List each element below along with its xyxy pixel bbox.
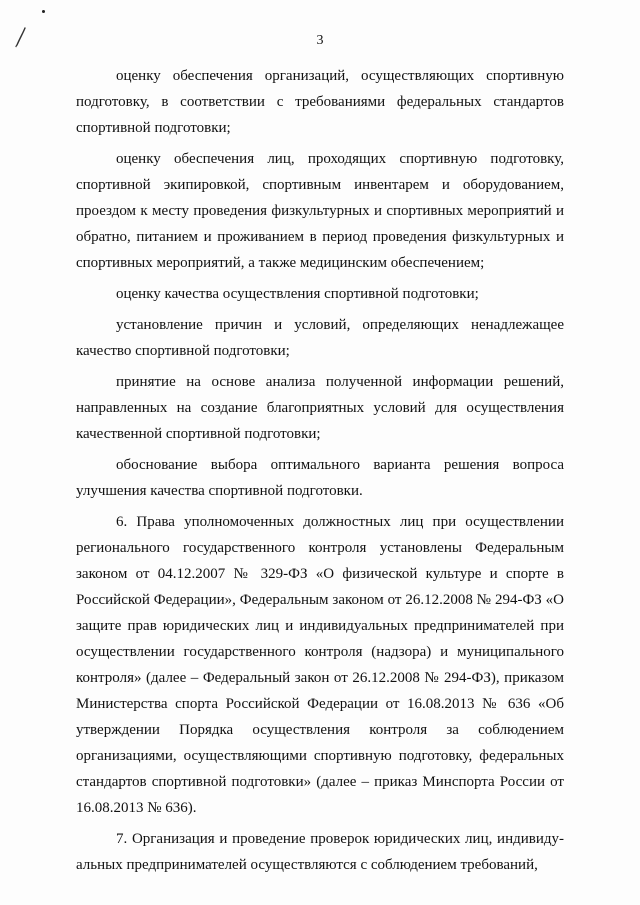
paragraph-4: установление причин и условий, определяющих ненадлежащее качество спортивной подготовки; <box>76 317 564 359</box>
paragraph-3: оценку качества осуществления спортивной подготовки; <box>116 286 479 302</box>
paragraph-2: оценку обеспечения лиц, проходящих спортивную подготовку, спортивной экипировкой, спортивным инвентарем и оборудованием, проездом к месту проведения физкультурных и спортивных мероприятий и обратно, питанием и проживанием в период проведения физкультурных и спортивных мероприятий, а также медицинским обеспечением; <box>76 151 564 271</box>
paragraph-8: 7. Организация и проведение проверок юридических лиц, индивиду-альных предпринимателей осуществляются с соблюдением требований, <box>76 831 564 873</box>
paragraph-7: 6. Права уполномоченных должностных лиц при осуществлении регионального государственного контроля установлены Федеральным законом от 04.12.2007 № 329-ФЗ «О физической культуре и спорте в Российской Федерации», Федеральным законом от 26.12.2008 № 294-ФЗ «О защите прав юридических лиц и индивидуальных предпринимателей при осуществлении государственного контроля (надзора) и муниципального контроля» (далее – Федеральный закон от 26.12.2008 № 294-ФЗ), приказом Министерства спорта Российской Федерации от 16.08.2013 № 636 «Об утверждении Порядка осуществления контроля за соблюдением организациями, осуществляющими спортивную подготовку, федеральных стандартов спортивной подготовки» (далее – приказ Минспорта России от 16.08.2013 № 636). <box>76 514 564 816</box>
ink-dot-mark <box>42 10 45 13</box>
page-number: 3 <box>316 33 324 48</box>
paragraph-5: принятие на основе анализа полученной информации решений, направленных на создание благоприятных условий для осуществления качественной спортивной подготовки; <box>76 374 564 442</box>
paragraph-6: обоснование выбора оптимального варианта решения вопроса улучшения качества спортивной подготовки. <box>76 457 564 499</box>
paragraph-1: оценку обеспечения организаций, осуществляющих спортивную подготовку, в соответствии с требованиями федеральных стандартов спортивной подготовки; <box>76 68 564 136</box>
document-body <box>76 63 564 878</box>
